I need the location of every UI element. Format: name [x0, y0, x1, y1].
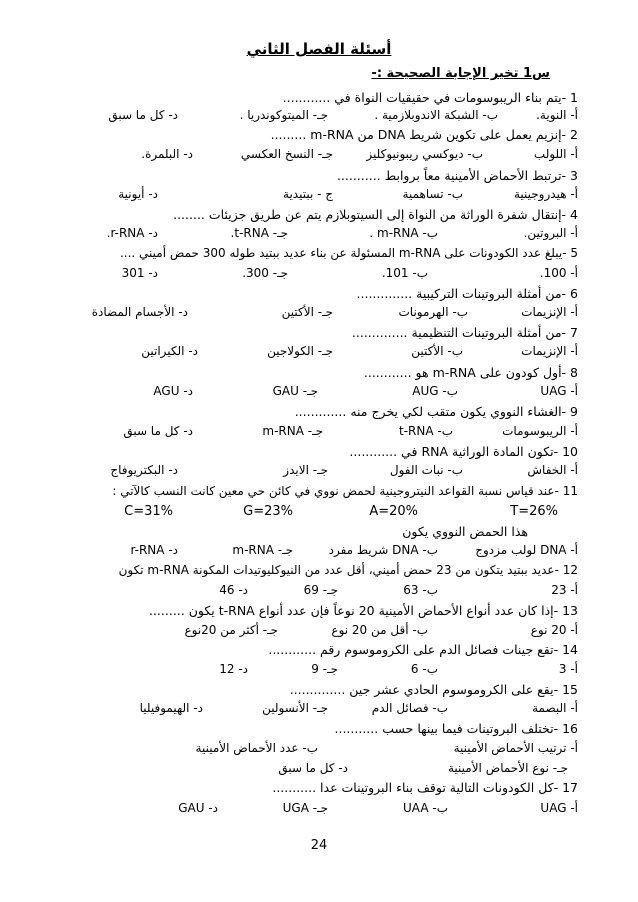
option-d: د- كل ما سبق	[108, 108, 178, 122]
option-b: ب- t-RNA	[398, 424, 453, 438]
option-c: جـ- أكثر من 20نوع	[184, 623, 278, 637]
question-stem: 16 -تختلف البروتينات فيما بينها حسب ...........	[334, 721, 578, 736]
option-d: د- كل ما سبق	[123, 424, 193, 438]
option-c: جـ- النسخ العكسي	[240, 147, 333, 161]
question-stem: 5 -يبلغ عدد الكودونات على m-RNA المسئولة عن بناء عديد ببتيد طوله 300 حمض أميني ....	[119, 246, 578, 260]
question-options	[50, 701, 578, 719]
option-c: جـ- 9	[311, 662, 338, 676]
option-a: أ- UAG	[540, 384, 578, 398]
question-options	[50, 662, 578, 680]
option-b: ب- DNA شريط مفرد	[328, 543, 438, 557]
question-options	[50, 741, 578, 759]
option-a: أ- الخفاش	[527, 463, 578, 477]
option-a: أ- ترتيب الأحماض الأمينية	[453, 741, 578, 755]
question-stem: 11 -عند قياس نسبة القواعد النيتروجينية لحمض نووي في كائن حي معين كانت النسب كالآتي :	[112, 484, 578, 498]
question-stem: 9 -الغشاء النووي يكون متقب لكي يخرج منه .............	[294, 404, 578, 419]
question-options	[50, 384, 578, 402]
option-a: أ- 23	[551, 583, 578, 597]
value-c: C=31%	[124, 504, 173, 519]
option-b: ب- فصائل الدم	[371, 701, 448, 715]
option-b: ب- 101.	[381, 266, 428, 280]
option-c: جـ- 69	[303, 583, 338, 597]
value-g: G=23%	[243, 504, 293, 519]
option-b: ب- الهرمونات	[398, 305, 468, 319]
option-a: أ- اللولب	[533, 147, 578, 161]
option-a: أ- الإنزيمات	[521, 344, 578, 358]
option-a: أ- الإنزيمات	[521, 305, 578, 319]
option-b: ب- ديوكسي ريبونيوكليز	[366, 147, 483, 161]
option-d: د- r-RNA.	[106, 226, 158, 240]
option-c: جـ- m-RNA	[232, 543, 293, 557]
question-stem: 7 -من أمثلة البروتينات التنظيمية ..............	[351, 325, 578, 340]
question-stem: 17 -كل الكودونات التالية توقف بناء البروتينات عدا ...........	[272, 780, 578, 795]
option-a: أ- UAG	[540, 801, 578, 815]
question-stem: 2 -إنزيم يعمل على تكوين شريط DNA من m-RNA .........	[270, 127, 578, 142]
question-options	[50, 424, 578, 442]
question-stem: 14 -تقع جينات فصائل الدم على الكروموسوم رقم ............	[268, 642, 578, 657]
question-options	[50, 147, 578, 165]
option-a: أ- 100.	[539, 266, 578, 280]
option-a: أ- DNA لولب مزدوج	[475, 543, 578, 557]
page-number: 24	[310, 838, 328, 853]
option-b: ب- تساهمية	[402, 187, 463, 201]
option-b: ب- أقل من 20 نوع	[331, 623, 428, 637]
option-a: أ- 20 نوع	[530, 623, 578, 637]
question-options	[50, 344, 578, 362]
question-followup: هذا الحمض النووي يكون	[402, 524, 528, 539]
option-d: د- الكيراتين	[141, 344, 198, 358]
question-stem: 3 -ترتبط الأحماض الأمينية معاً بروابط ...........	[336, 168, 578, 183]
option-d: د- 301	[121, 266, 158, 280]
question-options	[50, 623, 578, 641]
question-options	[50, 266, 578, 284]
option-a: أ- هيدروجينية	[513, 187, 578, 201]
option-d: د- الهيموفيليا	[139, 701, 203, 715]
option-d: د- GAU	[178, 801, 218, 815]
option-b: ب- UAA	[403, 801, 448, 815]
option-b: ب- AUG	[412, 384, 458, 398]
base-percentages	[50, 504, 578, 522]
question-stem: 13 -إذا كان عدد أنواع الأحماض الأمينية 20 نوعاً فإن عدد أنواع t-RNA يكون .........	[148, 603, 578, 618]
option-b: ب- m-RNA .	[369, 226, 438, 240]
question-stem: 15 -يقع على الكروموسوم الحادي عشر جين ..............	[289, 682, 578, 697]
option-d: د- أيونية	[118, 187, 158, 201]
option-d: د- 46	[219, 583, 248, 597]
option-c: جـ- نوع الأحماض الأمينية	[447, 761, 568, 775]
option-d: د- كل ما سبق	[278, 761, 348, 775]
question-options	[50, 583, 578, 601]
question-options	[50, 543, 578, 561]
option-c: جـ- الأنسولين	[262, 701, 328, 715]
option-c: جـ- الميتوكوندريا .	[239, 108, 328, 122]
option-a: أ- الريبوسومات	[502, 424, 578, 438]
option-d: د- البلمرة.	[141, 147, 193, 161]
question-options	[50, 305, 578, 323]
option-c: جـ- 300.	[242, 266, 288, 280]
question-options	[50, 187, 578, 205]
option-d: د- r-RNA	[130, 543, 178, 557]
option-c: جـ- الايدز	[283, 463, 328, 477]
option-d: د- البكتريوفاج	[110, 463, 178, 477]
option-a: أ- النوية.	[536, 108, 578, 122]
option-b: ب- نبات الفول	[389, 463, 463, 477]
question-stem: 12 -عديد ببتيد يتكون من 23 حمض أميني، أقل عدد من النيوكليوتيدات المكونة m-RNA تكون	[118, 563, 578, 577]
option-b: ب- الشبكة الاندوبلازمية .	[374, 108, 498, 122]
option-a: أ- البروتين.	[523, 226, 578, 240]
option-c: جـ- UGA	[282, 801, 328, 815]
option-b: ب- عدد الأحماض الأمينية	[195, 741, 318, 755]
question-options	[50, 108, 578, 126]
option-c: جـ- الأكتين	[281, 305, 333, 319]
value-t: T=26%	[510, 504, 558, 519]
option-d: د- 12	[219, 662, 248, 676]
option-c: جـ- m-RNA	[262, 424, 323, 438]
option-d: د- الأجسام المضادة	[91, 305, 188, 319]
question-stem: 1 -يتم بناء الريبوسومات في حقيقيات النواة في ............	[282, 90, 578, 105]
option-c: ج - ببتيدية	[283, 187, 333, 201]
option-c: جـ- الكولاجين	[267, 344, 333, 358]
option-b: ب- 63	[403, 583, 438, 597]
question-options	[50, 801, 578, 819]
question-stem: 8 -أول كودون على m-RNA هو ............	[363, 365, 578, 380]
question-options	[50, 463, 578, 481]
question-options	[50, 226, 578, 244]
option-a: أ- البصمة	[532, 701, 578, 715]
section-heading: س1 تخير الإجابة الصحيحة :-	[371, 66, 550, 81]
option-b: ب- 6	[410, 662, 438, 676]
option-c: جـ- GAU	[272, 384, 318, 398]
question-options	[50, 761, 578, 779]
question-stem: 6 -من أمثلة البروتينات التركيبية ..............	[356, 286, 578, 301]
value-a: A=20%	[369, 504, 418, 519]
question-stem: 10 -تكون المادة الوراثية RNA في ............	[349, 444, 578, 459]
question-stem: 4 -إنتقال شفرة الوراثة من النواة إلى السيتوبلازم يتم عن طريق جزيئات ........	[173, 207, 578, 222]
option-d: د- AGU	[153, 384, 193, 398]
page-title: أسئلة الفصل الثاني	[246, 40, 392, 58]
option-a: أ- 3	[558, 662, 578, 676]
option-b: ب- الأكتين	[411, 344, 463, 358]
option-c: جـ- t-RNA.	[230, 226, 288, 240]
